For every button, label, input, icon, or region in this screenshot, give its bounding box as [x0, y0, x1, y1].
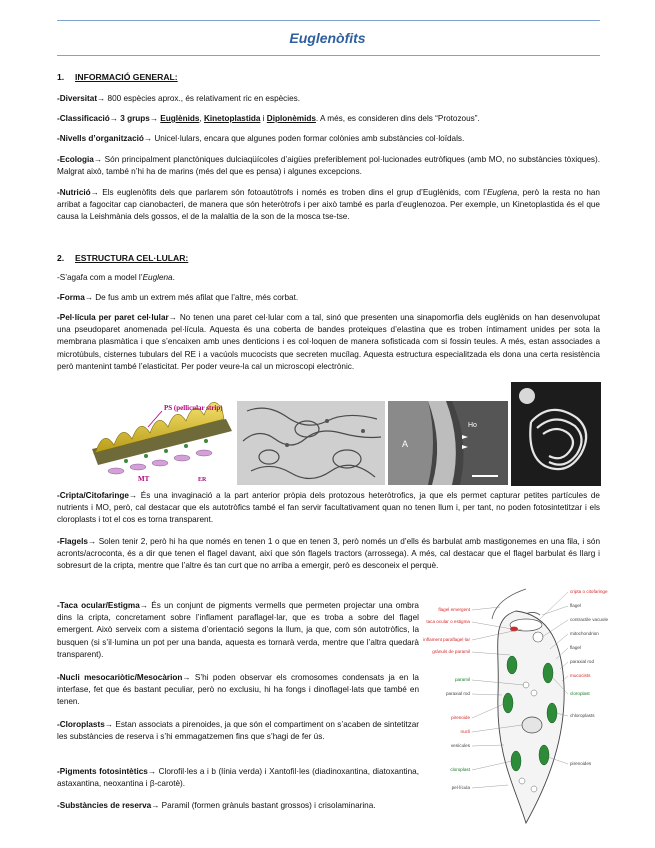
- label-pirenoides: pirenoides: [570, 761, 592, 766]
- term: -Cloroplasts→: [57, 720, 113, 729]
- text: .: [172, 273, 175, 282]
- text: 3 grups→: [117, 114, 161, 123]
- text: Euglena: [142, 273, 173, 282]
- label-inflament: inflament paraflagel·lar: [423, 637, 470, 642]
- term: -Taca ocular/Estigma→: [57, 601, 148, 610]
- er-label: ER: [198, 477, 207, 483]
- paragraph-reserva: [57, 800, 419, 812]
- paragraph-taca: [57, 600, 419, 661]
- title-underline: [57, 55, 600, 56]
- term: -Cripta/Citofaringe→: [57, 491, 138, 500]
- label-cripta: cripta o citofaringe: [570, 589, 608, 594]
- sem-micrograph: [388, 401, 508, 485]
- term: -Nivells d’organització→: [57, 134, 153, 143]
- paragraph-nutricio: [57, 187, 600, 224]
- paragraph-flagels: [57, 536, 600, 573]
- term: -Nutrició→: [57, 188, 99, 197]
- section-heading-structure: [57, 253, 188, 263]
- label-chloroplasts: chloroplasts: [570, 713, 595, 718]
- text: , però la resta no han arribat a fagocitar cap cianobacteri, de manera que són heteròtrofs i per això també es parla d’euglenozoa. Per exemple, un Kinetoplastida és el que causa la Leishmània dels gossos, el de la malaltia de la son de la mosca tse-tse.: [57, 188, 600, 222]
- euglena-cell-diagram: [423, 585, 609, 830]
- label-paramil: paramil: [454, 677, 470, 682]
- label-cloroplast-left: cloroplast: [450, 767, 470, 772]
- term: -Ecologia→: [57, 155, 103, 164]
- label-flagel-right-2: flagel: [570, 645, 581, 650]
- ps-label: PS (pellicular strip): [164, 404, 223, 412]
- label-taca-ocular: taca ocular o estigma: [426, 619, 470, 624]
- text: Són principalment planctòniques dulciaqüícoles d’aigües preferiblement pol·lucionades eutròfiques (amb MO, no substàncies tòxiques). Malgrat això, també n’hi ha de marins (més del que es pensa) i algunes excepcions.: [57, 155, 600, 177]
- text: S’hi poden observar els cromosomes condensats ja en la interfase, fet que és bastant peculiar, però no exclusiu, hi ha fongs i dinoflagel·lats que també en tenen.: [57, 673, 419, 707]
- text: Els euglenòfits dels que parlarem són fotoautòtrofs i només es troben dins el grup d’Euglènids, com l’: [98, 188, 487, 197]
- term: -Pel·lícula per paret cel·lular→: [57, 313, 177, 322]
- label-mitochondrion: mitochondrion: [570, 631, 599, 636]
- label-cloroplast-right: cloroplast: [570, 691, 590, 696]
- text: Solen tenir 2, però hi ha que només en tenen 1 o que en tenen 3, però només un d’ells és barbulat amb mastigonemes en una fila, i són acronts/acroconta, és a dir que tenen el flagel davant, així que són flagels tractors (arrossega). A més, cal destacar que el flagel barbulat és llarg i sobresurt de la cripta, mentre que l’altre és tan curt que no arriba a emergir, però es desconeix el perquè.: [57, 537, 600, 571]
- pellicle-diagram: [86, 401, 234, 485]
- label-paraxial-rod-left: paraxial rod: [445, 691, 470, 696]
- text: No tenen una paret cel·lular com a tal, sinó que presenten una sinapomorfia dels euglènids on han desenvolupat una pseudoparet anomenada pel·lícula. Aquesta és una coberta de bandes proteiques d’elastina que es troben íntimament unides per sota la membrana plasmàtica i que s’encaixen amb unes denticions i es col·loquen de manera sofisticada com si fossin teules. A més, estan associades a microtúbuls, cisternes tubulars del RE i a vacúols mucocists que secreten mucílag. Aquesta estructura especialitzada els dona una certa resistència però mantenint també l’elasticitat. Per poder veure-la cal un microscopi electrònic.: [57, 313, 600, 371]
- page-title: Euglenòfits: [289, 30, 366, 46]
- text: És un conjunt de pigments vermells que permeten projectar una ombra dins la cripta, concretament sobre l’inflament paraflagel·lar, que es troba a sobre del flagel emergent. Això serveix com a sistema d’orientació segons la llum, ja que, com són autotròfics, la busquen (si s’il·lumina un pot per una banda, aquesta es tornarà verda, mentre que l’altra quedarà transparent).: [57, 601, 419, 659]
- group-euglenids: Euglènids: [160, 114, 200, 123]
- euglena-sem-drawing: [511, 382, 601, 486]
- paragraph-forma: [57, 292, 600, 304]
- label-flagel-right: flagel: [570, 603, 581, 608]
- paragraph-model: [57, 272, 600, 284]
- label-contractile-vacuole: contractile vacuole: [570, 617, 609, 622]
- section-number: 2.: [57, 253, 65, 263]
- label-pellicula: pel·lícula: [451, 785, 470, 790]
- label-granuls-paramil: grànuls de paramil: [432, 649, 470, 654]
- paragraph-nivells: [57, 133, 600, 145]
- text: Unicel·lulars, encara que algunes poden formar colònies amb substàncies col·loïdals.: [152, 134, 465, 143]
- term: -Classificació→: [57, 114, 118, 123]
- tem-drawing: [237, 401, 385, 485]
- term: -Nucli mesocariòtic/Mesocàrion→: [57, 673, 191, 682]
- text: 800 espècies aprox., és relativament ric en espècies.: [105, 94, 301, 103]
- text: Paramil (formen grànuls bastant grossos) i crisolaminarina.: [159, 801, 376, 810]
- text: Estan associats a pirenoides, ja que són el compartiment on s’acaben de sintetitzar les substàncies de reserva i s’hi emmagatzemen fins que s’hagi de fer ús.: [57, 720, 419, 742]
- text: De fus amb un extrem més afilat que l’altre, més corbat.: [92, 293, 299, 302]
- tem-micrograph: [237, 401, 385, 485]
- section-label: INFORMACIÓ GENERAL:: [75, 72, 178, 82]
- paragraph-diversitat: [57, 93, 600, 105]
- label-a: A: [402, 439, 409, 449]
- top-rule: [57, 20, 600, 21]
- term: -Pigments fotosintètics→: [57, 767, 157, 776]
- euglena-cell-drawing: [423, 585, 609, 830]
- label-vesicules: vesícules: [450, 743, 470, 748]
- label-ho: Ho: [468, 422, 477, 429]
- sem-drawing: [388, 401, 508, 485]
- term: -Diversitat→: [57, 94, 106, 103]
- text: . A més, es consideren dins dels “Protozous”.: [315, 114, 480, 123]
- section-number: 1.: [57, 72, 65, 82]
- pellicle-drawing: [86, 401, 234, 485]
- paragraph-pellicula: [57, 312, 600, 373]
- label-flagel-emergent: flagel emergent: [438, 607, 470, 612]
- term: -Forma→: [57, 293, 93, 302]
- label-mucocists: mucocists: [570, 673, 591, 678]
- section-label: ESTRUCTURA CEL·LULAR:: [75, 253, 189, 263]
- text: Clorofil·les a i b (línia verda) i Xantofil·les (diadinoxantina, diatoxantina, astaxantina, neoxantina i β-carotè).: [57, 767, 419, 789]
- paragraph-ecologia: [57, 154, 600, 178]
- text: Euglena: [486, 188, 518, 197]
- paragraph-pigments: [57, 766, 419, 790]
- group-kinetoplastida: Kinetoplastida: [203, 114, 261, 123]
- group-diplonemids: Diplonèmids: [266, 114, 316, 123]
- mt-label: MT: [138, 475, 150, 483]
- text: És una invaginació a la part anterior pròpia dels protozous heteròtrofics, ja que els permet capturar petites partícules de nutrients i MO, però, cal destacar que els autotròfics també el fan servir facultativament quan no tenen llum i, per tant, no poden fotosintetitzar i els cloroplasts i tot el cos es torna transparent.: [57, 491, 600, 525]
- euglena-sem: [511, 382, 601, 486]
- label-nucli: nucli: [460, 729, 470, 734]
- paragraph-classificacio: -Classificació→ 3 grups→ Euglènids, Kinetoplastida i Diplonèmids. A més, es consideren dins dels “Protozous”.: [57, 114, 480, 123]
- paragraph-nucli: [57, 672, 419, 709]
- paragraph-cloroplasts: [57, 719, 419, 743]
- term: -Flagels→: [57, 537, 97, 546]
- text: -S’agafa com a model l’: [57, 273, 143, 282]
- term: -Substàncies de reserva→: [57, 801, 160, 810]
- label-paraxial-rod-right: paraxial rod: [570, 659, 595, 664]
- paragraph-cripta: [57, 490, 600, 527]
- label-pirenoide: pirenoide: [451, 715, 470, 720]
- section-heading-general: [57, 72, 178, 82]
